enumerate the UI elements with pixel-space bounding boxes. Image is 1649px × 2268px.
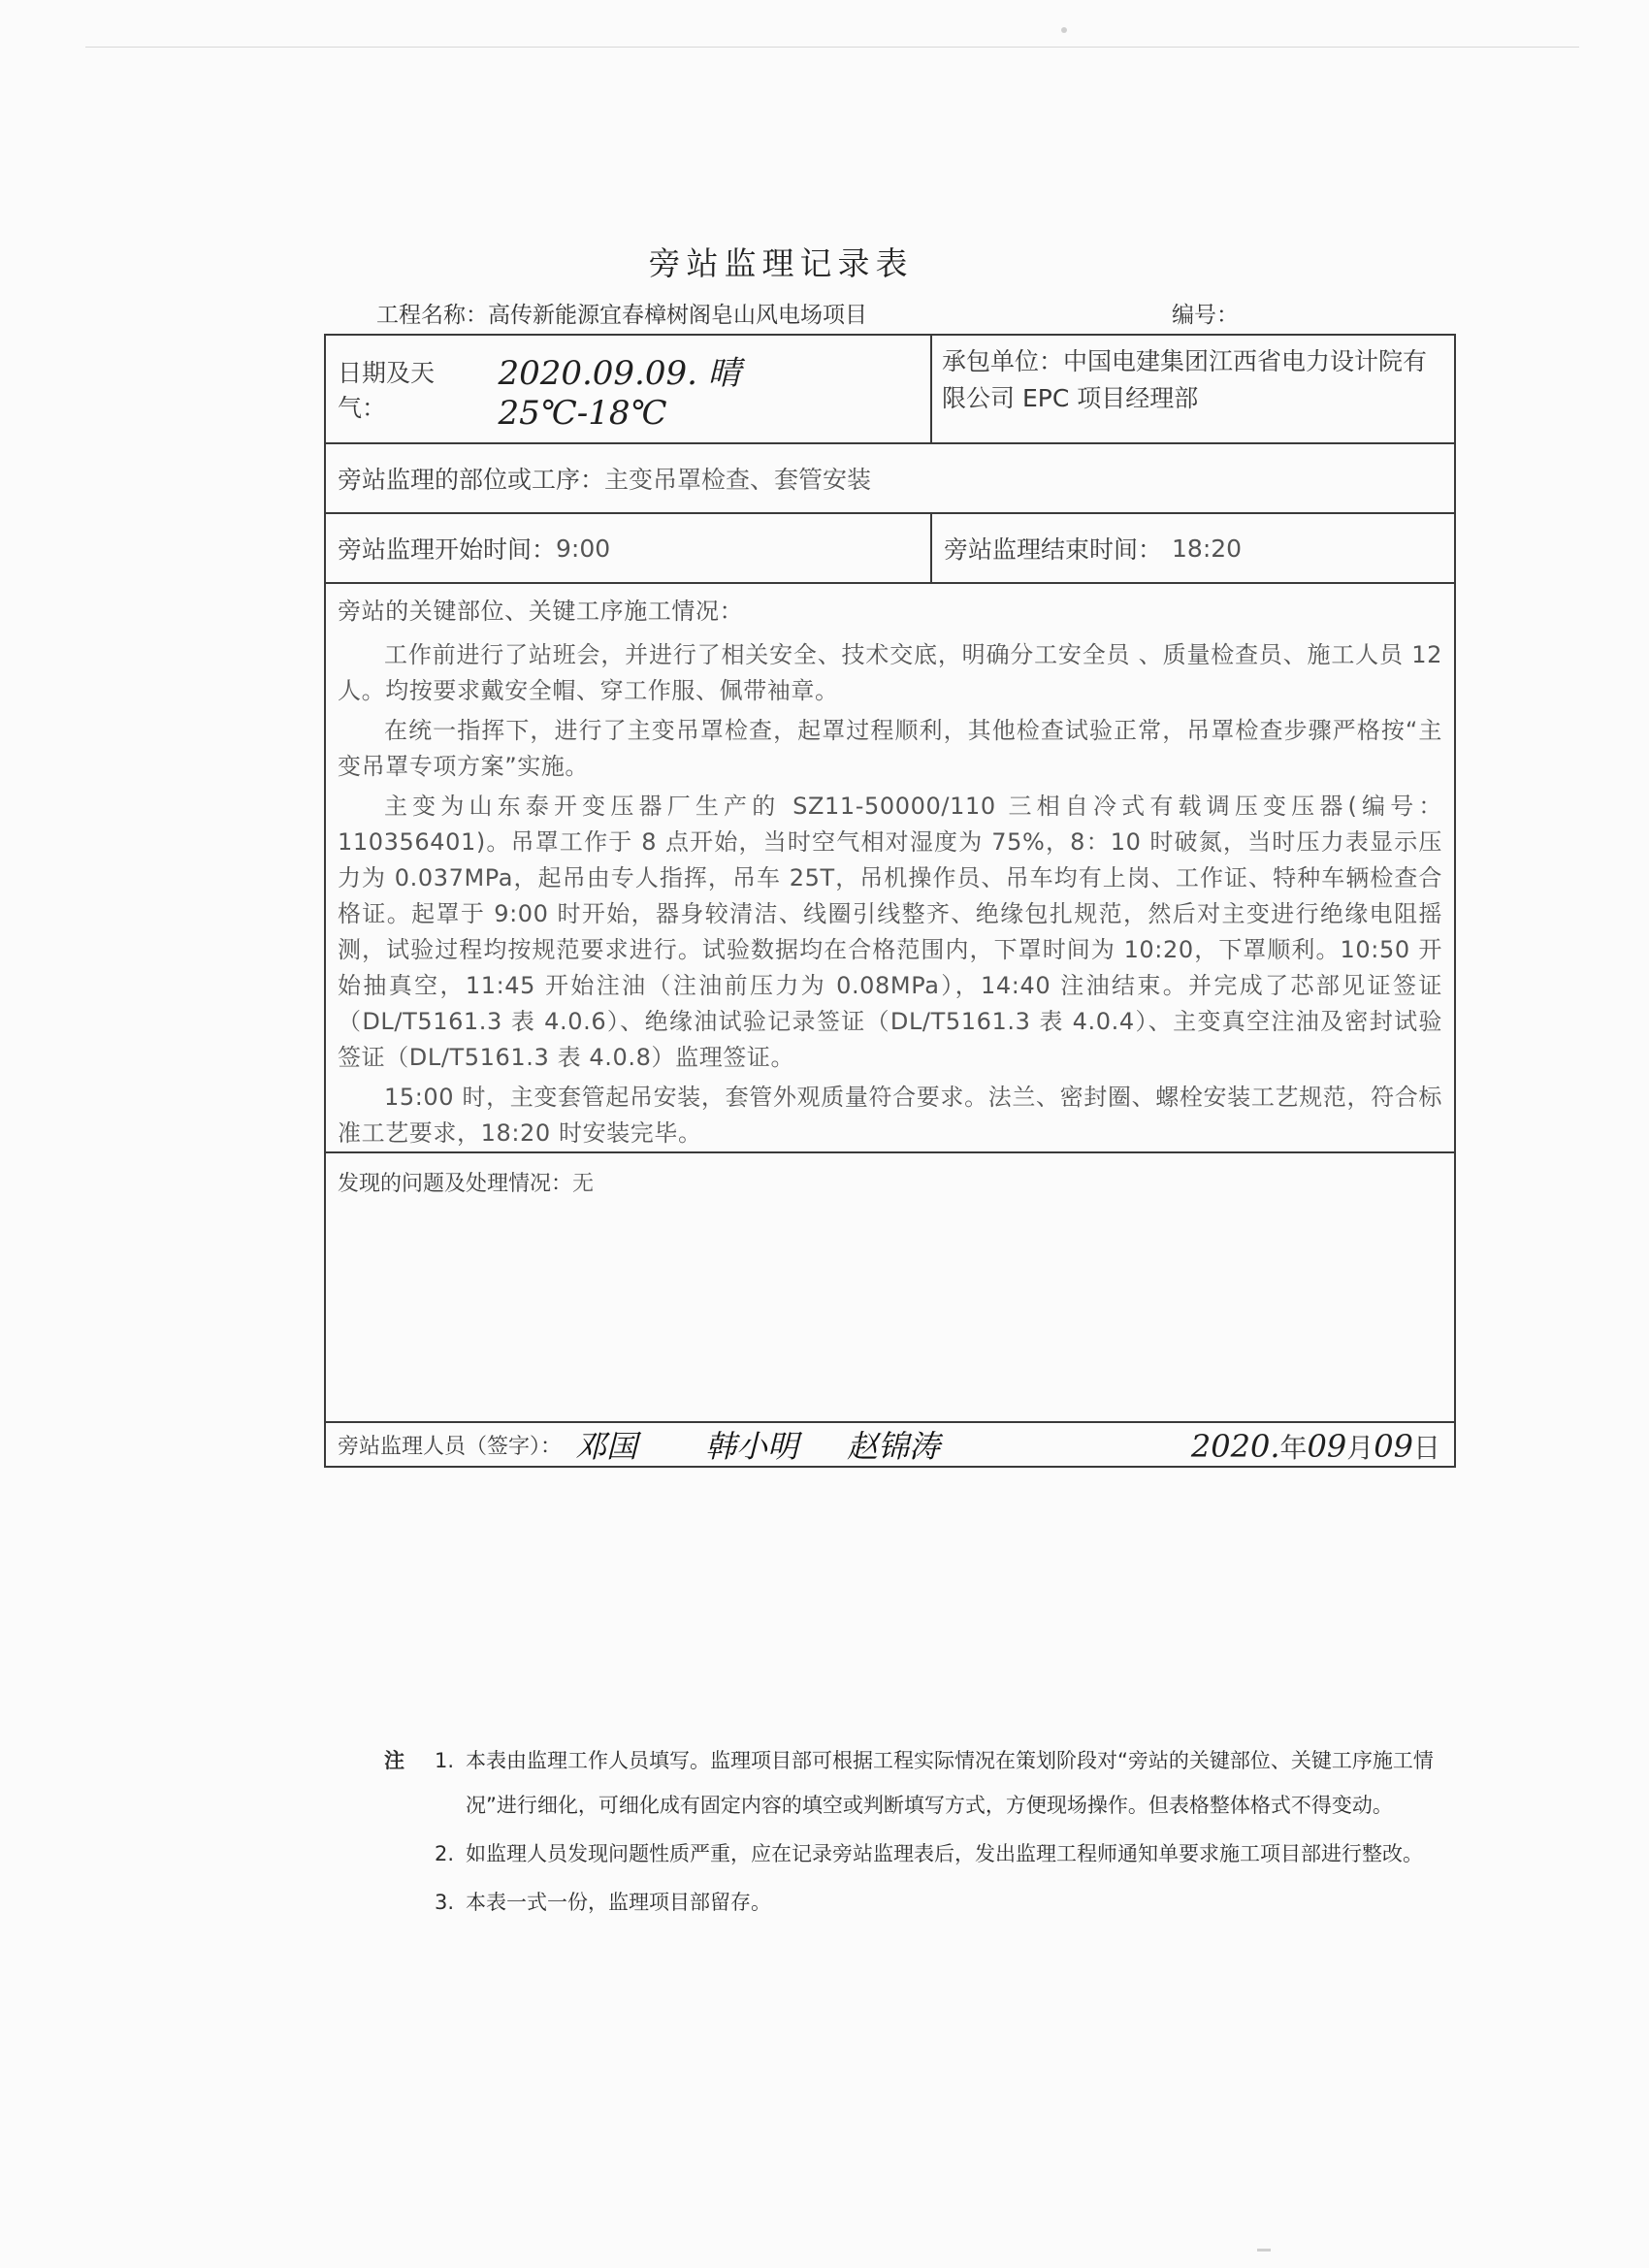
supervised-part-value: 主变吊罩检查、套管安装 (604, 466, 872, 494)
signature-month-char: 月 (1346, 1432, 1374, 1464)
project-name (376, 297, 867, 329)
start-time-cell (325, 513, 931, 583)
contractor-label: 承包单位： (942, 347, 1064, 375)
contractor-value: 中国电建集团江西省电力设计院有限公司 EPC 项目经理部 (942, 347, 1428, 412)
date-weather-cell (325, 335, 931, 443)
content-paragraph: 在统一指挥下，进行了主变吊罩检查，起罩过程顺利，其他检查试验正常，吊罩检查步骤严格按“主变吊罩专项方案”实施。 (338, 717, 1442, 780)
note-text: 如监理人员发现问题性质严重，应在记录旁站监理表后，发出监理工程师通知单要求施工项目部进行整改。 (466, 1842, 1423, 1865)
content-paragraph: 15:00 时，主变套管起吊安装，套管外观质量符合要求。法兰、密封圈、螺栓安装工艺规范，符合标准工艺要求，18:20 时安装完毕。 (338, 1084, 1442, 1147)
key-work-heading: 旁站的关键部位、关键工序施工情况： (338, 598, 744, 625)
problems-cell (325, 1152, 1455, 1422)
problems-value: 无 (572, 1172, 595, 1196)
signature-date-year: 2020. (1190, 1428, 1280, 1465)
start-time-value: 9:00 (556, 534, 611, 563)
signature-label: 旁站监理人员（签字）： (338, 1434, 563, 1459)
note-number: 2. (435, 1842, 455, 1865)
content-paragraph: 工作前进行了站班会，并进行了相关安全、技术交底，明确分工安全员 、质量检查员、施工人员 12 人。均按要求戴安全帽、穿工作服、佩带袖章。 (338, 641, 1442, 704)
date-weather-label: 日期及天气： (338, 359, 436, 422)
form-number-label: 编号： (1172, 303, 1239, 328)
note-text: 本表一式一份，监理项目部留存。 (466, 1891, 771, 1914)
notes-prefix: 注 (384, 1749, 404, 1772)
note-number: 3. (435, 1891, 455, 1914)
end-time-cell (931, 513, 1455, 583)
scan-edge-line (85, 47, 1579, 48)
form-title: 旁站监理记录表 (648, 244, 914, 282)
signature-date-day: 09 (1374, 1428, 1413, 1465)
supervision-record-table (324, 334, 1456, 1468)
end-time-label: 旁站监理结束时间： (944, 535, 1163, 564)
end-time-value: 18:20 (1172, 534, 1243, 563)
signature-year-char: 年 (1279, 1432, 1308, 1464)
scan-speck (1257, 2249, 1271, 2252)
note-text: 本表由监理工作人员填写。监理项目部可根据工程实际情况在策划阶段对“旁站的关键部位、关键工序施工情况”进行细化，可细化成有固定内容的填空或判断填写方式，方便现场操作。但表格整体格式不得变动。 (466, 1749, 1434, 1817)
signature-3: 赵锦涛 (847, 1428, 941, 1465)
signature-2: 韩小明 (705, 1428, 799, 1465)
problems-label: 发现的问题及处理情况： (338, 1172, 573, 1196)
note-item (384, 1880, 1461, 1925)
supervised-part-cell (325, 443, 1455, 513)
project-name-label: 工程名称： (376, 303, 488, 328)
note-item (384, 1831, 1461, 1876)
note-number: 1. (435, 1749, 455, 1772)
note-item (384, 1738, 1461, 1828)
signature-date (1191, 1427, 1440, 1466)
signature-cell (325, 1422, 1455, 1467)
start-time-label: 旁站监理开始时间： (338, 535, 557, 564)
supervised-part-label: 旁站监理的部位或工序： (338, 466, 605, 494)
contractor-cell (931, 335, 1455, 443)
content-paragraph: 主变为山东泰开变压器厂生产的 SZ11-50000/110 三相自冷式有载调压变压器(编号：110356401)。吊罩工作于 8 点开始，当时空气相对湿度为 75%，8：10 时破氮，当时压力表显示压力为 0.037MPa，起吊由专人指挥，吊车 25T，吊机操作员、吊车均有上岗、工作证、特种车辆检查合格证。起罩于 9:00 时开始，器身较清洁、线圈引线整齐、绝缘包扎规范，然后对主变进行绝缘电阻摇测，试验过程均按规范要求进行。试验数据均在合格范围内，下罩时间为 10:20，下罩顺利。10:50 开始抽真空，11:45 开始注油（注油前压力为 0.08MPa），14:40 注油结束。并完成了芯部见证签证（DL/T5161.3 表 4.0.6）、绝缘油试验记录签证（DL/T5161.3 表 4.0.4）、主变真空注油及密封试验签证（DL/T5161.3 表 4.0.8）监理签证。 (338, 793, 1442, 1071)
key-work-content-cell (325, 583, 1455, 1152)
scan-speck (1061, 27, 1067, 33)
notes-section (384, 1738, 1461, 1925)
signature-1: 邓国 (575, 1428, 638, 1465)
date-weather-handwritten: 2020.09.09. 晴 25℃-18℃ (498, 353, 741, 433)
signature-day-char: 日 (1412, 1432, 1440, 1464)
project-name-value: 高传新能源宜春樟树阁皂山风电场项目 (488, 303, 867, 328)
signature-date-month: 09 (1307, 1428, 1347, 1465)
